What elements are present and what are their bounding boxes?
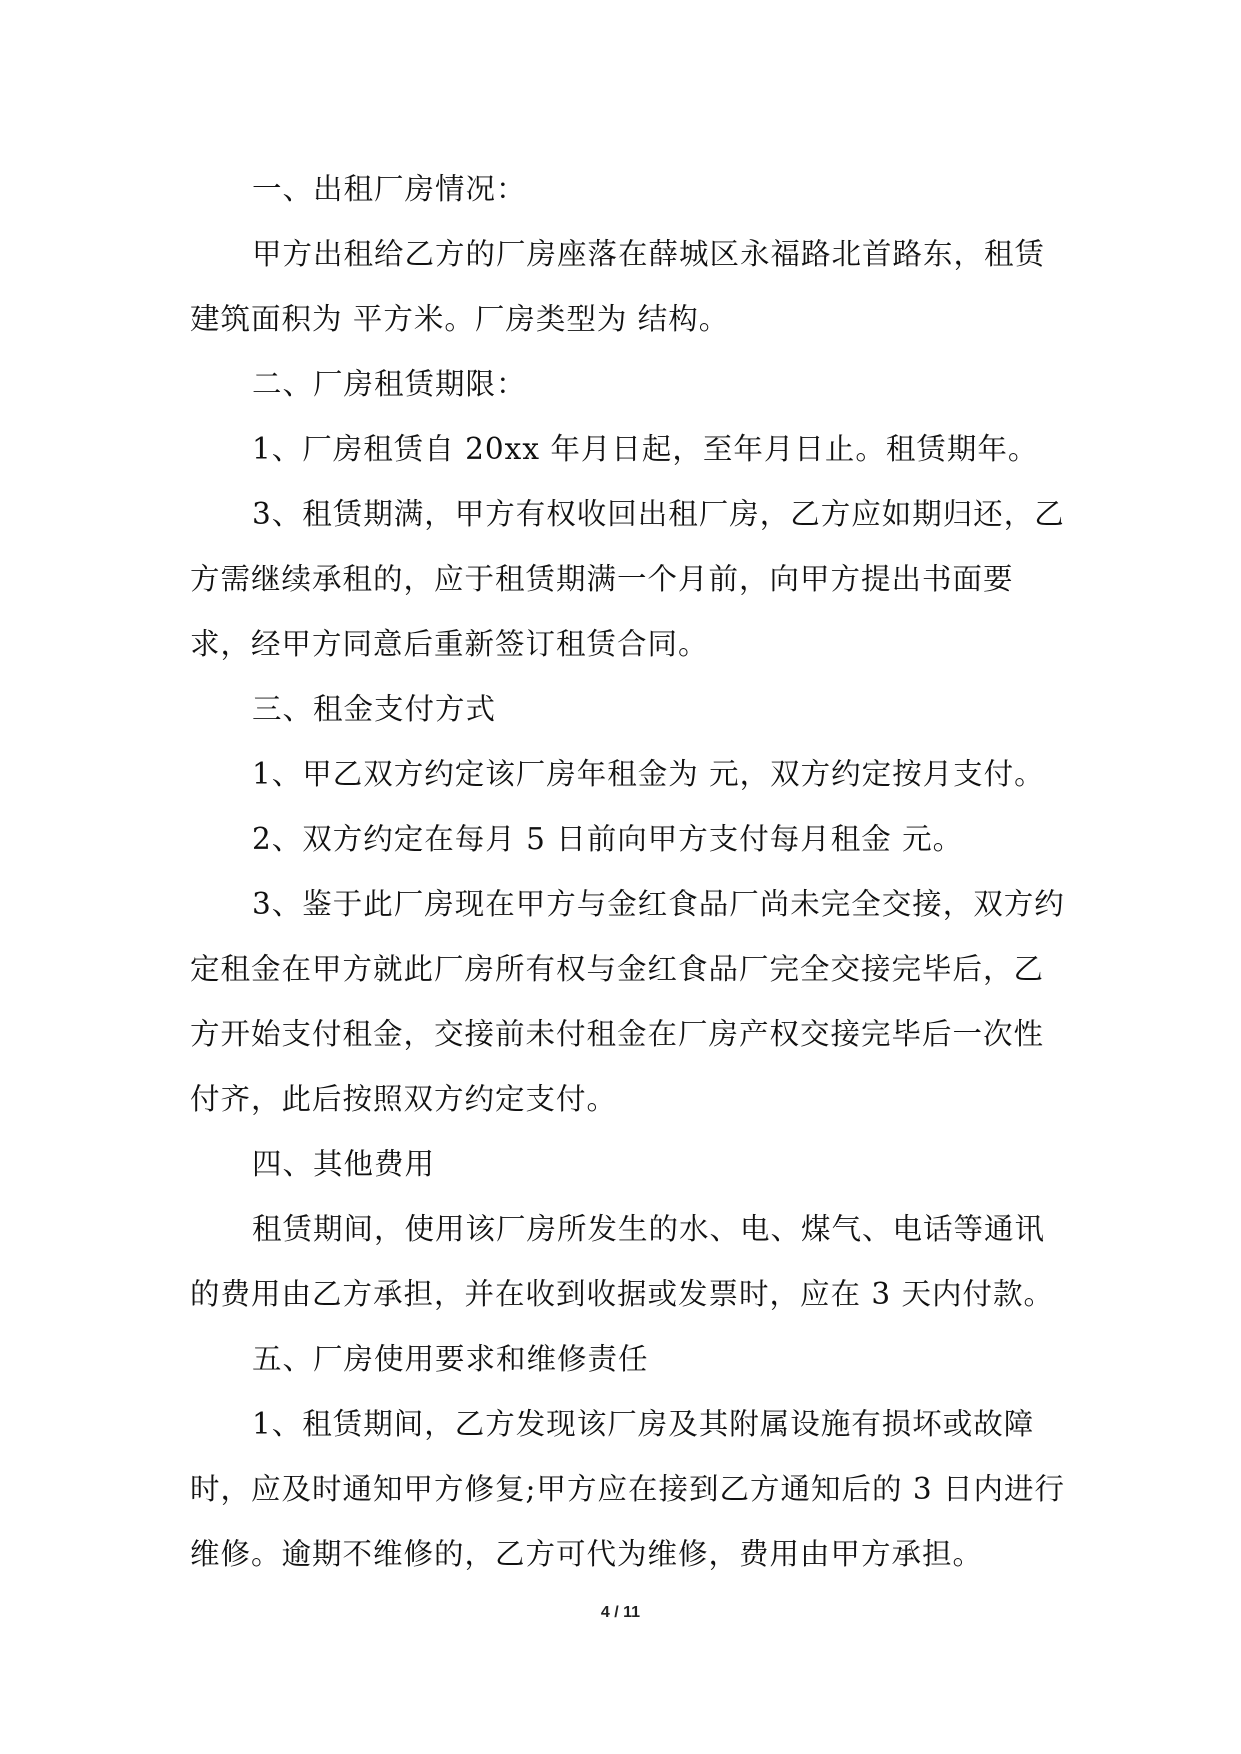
paragraph-lease-expiry: 3、租赁期满，甲方有权收回出租厂房，乙方应如期归还，乙方需继续承租的，应于租赁期满一个月前，向甲方提出书面要求，经甲方同意后重新签订租赁合同。	[190, 497, 1065, 661]
section-heading-other-fees: 四、其他费用	[252, 1147, 436, 1181]
paragraph-handover-rent: 3、鉴于此厂房现在甲方与金红食品厂尚未完全交接，双方约定租金在甲方就此厂房所有权与金红食品厂完全交接完毕后，乙方开始支付租金，交接前未付租金在厂房产权交接完毕后一次性付齐，此后按照双方约定支付。	[190, 887, 1065, 1116]
section-heading-rental-property: 一、出租厂房情况：	[252, 172, 527, 206]
paragraph-annual-rent: 1、甲乙双方约定该厂房年租金为 元，双方约定按月支付。	[252, 757, 1045, 791]
section-heading-lease-term: 二、厂房租赁期限：	[252, 367, 527, 401]
page-number: 4 / 11	[600, 1604, 641, 1621]
section-heading-rent-payment: 三、租金支付方式	[252, 692, 497, 726]
paragraph-monthly-payment: 2、双方约定在每月 5 日前向甲方支付每月租金 元。	[252, 822, 964, 856]
section-heading-maintenance: 五、厂房使用要求和维修责任	[252, 1342, 649, 1376]
document-body	[190, 157, 1070, 1587]
paragraph-repair-duty: 1、租赁期间，乙方发现该厂房及其附属设施有损坏或故障时，应及时通知甲方修复;甲方应在接到乙方通知后的 3 日内进行维修。逾期不维修的，乙方可代为维修，费用由甲方承担。	[190, 1407, 1065, 1571]
paragraph-property-location: 甲方出租给乙方的厂房座落在薛城区永福路北首路东，租赁建筑面积为 平方米。厂房类型为 结构。	[190, 237, 1046, 336]
paragraph-lease-period: 1、厂房租赁自 20xx 年月日起，至年月日止。租赁期年。	[252, 432, 1039, 466]
paragraph-utility-fees: 租赁期间，使用该厂房所发生的水、电、煤气、电话等通讯的费用由乙方承担，并在收到收据或发票时，应在 3 天内付款。	[190, 1212, 1055, 1311]
